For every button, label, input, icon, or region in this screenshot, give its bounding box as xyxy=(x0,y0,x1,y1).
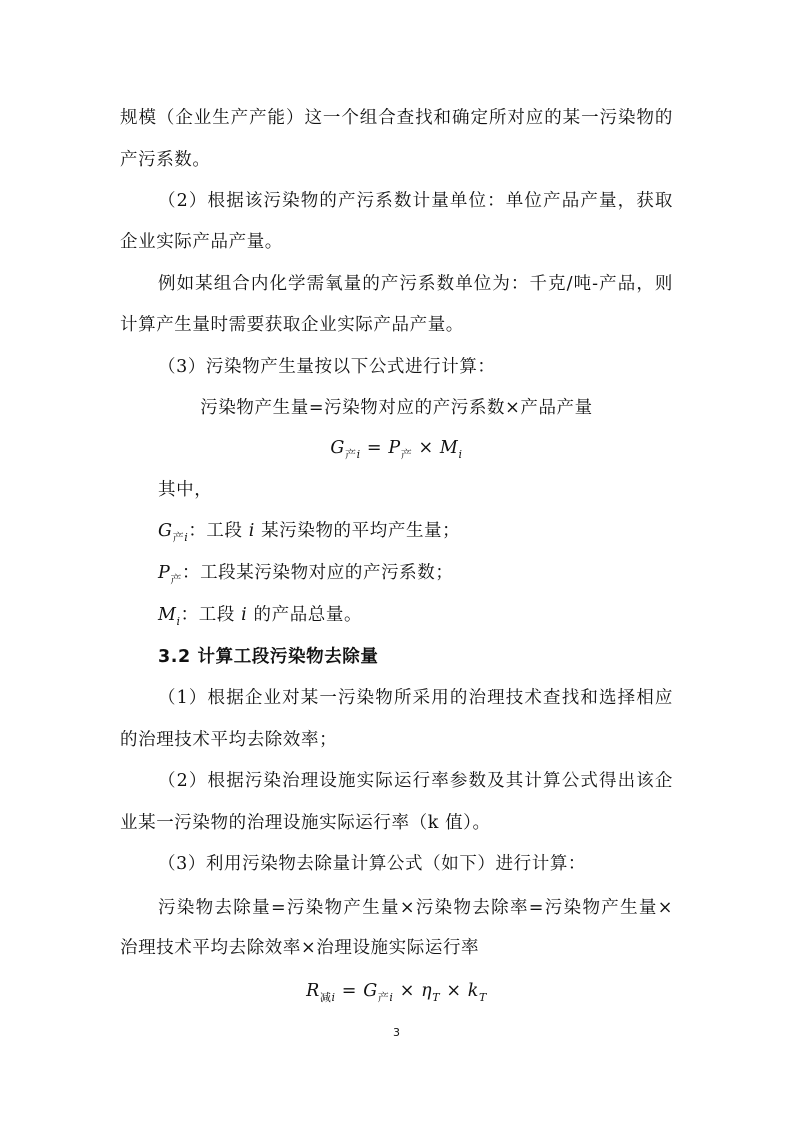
section-heading: 3.2 计算工段污染物去除量 xyxy=(158,647,379,667)
definition-g-desc-b: 某污染物的平均产生量； xyxy=(255,521,461,541)
definition-m-desc-a: ：工段 xyxy=(180,605,242,625)
paragraph-6-line-2: 业某一污染物的治理设施实际运行率（k 值）。 xyxy=(120,813,491,833)
formula-2-g-sub-chan: 产 xyxy=(377,991,390,1004)
formula-1-text: 污染物产生量=污染物对应的产污系数×产品产量 xyxy=(200,398,593,418)
definition-p-desc: ：工段某污染物对应的产污系数； xyxy=(181,563,454,583)
definition-m-sub-i: i xyxy=(176,615,181,628)
formula-1-g-sub-i: i xyxy=(356,448,361,461)
definition-g-i: i xyxy=(248,521,255,541)
definition-g-sub-chan: 产 xyxy=(172,531,185,544)
definition-p xyxy=(158,563,673,590)
formula-2-r: R xyxy=(306,981,320,1001)
formula-2 xyxy=(0,981,793,1008)
definition-m xyxy=(158,605,673,632)
formula-2-g: G xyxy=(363,981,378,1001)
formula-2-eq: = xyxy=(335,981,364,1001)
formula-1-p-sub-chan: 产 xyxy=(400,448,413,461)
formula-1-p: P xyxy=(388,438,401,458)
formula-2-k: k xyxy=(467,981,479,1001)
definition-g-symbol: $G_{产i}$ xyxy=(158,521,189,544)
paragraph-5-line-2: 的治理技术平均去除效率； xyxy=(120,730,338,750)
formula-2-times-1: × xyxy=(393,981,422,1001)
paragraph-3-line-1: 例如某组合内化学需氧量的产污系数单位为：千克/吨-产品，则 xyxy=(158,274,673,294)
formula-2-r-sub-jian: 减 xyxy=(319,991,332,1004)
formula-2-eta-sub-t: T xyxy=(432,991,441,1004)
formula-2-g-sub-i: i xyxy=(389,991,394,1004)
definition-m-i: i xyxy=(241,605,248,625)
formula-2-r-sub-i: i xyxy=(331,991,336,1004)
formula-2-k-sub-t: T xyxy=(478,991,487,1004)
page-number: 3 xyxy=(393,1026,400,1039)
definition-p-symbol: $P_产$ xyxy=(158,563,182,586)
qizhong-label: 其中， xyxy=(158,480,213,500)
definition-p-sub-chan: 产 xyxy=(170,573,182,586)
formula-2-eta: η xyxy=(421,981,433,1001)
definition-g-sub-i: i xyxy=(184,531,189,544)
paragraph-3-line-2: 计算产生量时需要获取企业实际产品产量。 xyxy=(120,315,464,335)
formula-1-g-sub-chan: 产 xyxy=(345,448,357,461)
formula-1-eq: = xyxy=(360,438,389,458)
definition-g-desc-a: ：工段 xyxy=(188,521,249,541)
formula-2-times-2: × xyxy=(440,981,468,1001)
formula-1-m-sub-i: i xyxy=(458,448,463,461)
paragraph-7-line-1: （3）利用污染物去除量计算公式（如下）进行计算： xyxy=(158,854,587,874)
formula-1-times: × xyxy=(412,438,440,458)
paragraph-2-line-2: 企业实际产品产量。 xyxy=(120,232,283,252)
paragraph-1-line-2: 产污系数。 xyxy=(120,150,211,170)
paragraph-1-line-1: 规模（企业生产产能）这一个组合查找和确定所对应的某一污染物的 xyxy=(120,108,673,128)
paragraph-6-line-1: （2）根据污染治理设施实际运行率参数及其计算公式得出该企 xyxy=(158,771,673,791)
formula-1 xyxy=(0,438,793,465)
formula-1-m: M xyxy=(439,438,459,458)
paragraph-2-line-1: （2）根据该污染物的产污系数计量单位：单位产品产量，获取 xyxy=(158,191,673,211)
paragraph-4-line-1: （3）污染物产生量按以下公式进行计算： xyxy=(158,357,496,377)
paragraph-5-line-1: （1）根据企业对某一污染物所采用的治理技术查找和选择相应 xyxy=(158,688,673,708)
formula-1-g: G xyxy=(330,438,346,458)
definition-m-desc-b: 的产品总量。 xyxy=(247,605,363,625)
paragraph-8-line-2: 治理技术平均去除效率×治理设施实际运行率 xyxy=(120,938,480,958)
definition-g xyxy=(158,521,673,548)
definition-m-symbol: $M_i$ xyxy=(158,605,181,628)
paragraph-8-line-1: 污染物去除量=污染物产生量×污染物去除率=污染物产生量× xyxy=(158,898,673,918)
